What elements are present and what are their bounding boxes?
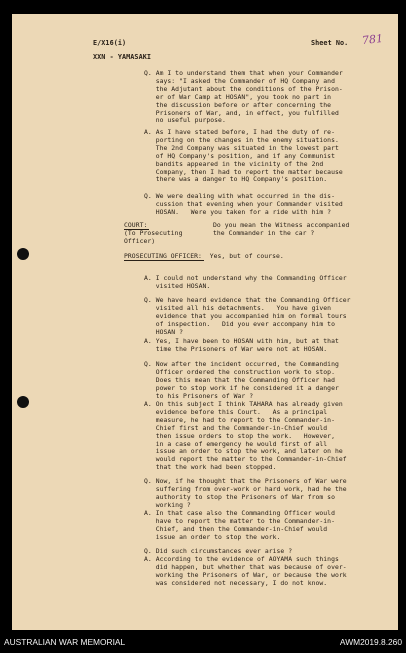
footer-institution: AUSTRALIAN WAR MEMORIAL [4,637,126,647]
question-text: Q. We have heard evidence that the Commanding Officer visited all his detachments. You have given evidence that you accompanied him on formal tours of inspection. Did you ever accompany him to HOSAN ? [144,296,351,336]
answer-text: A. According to the evidence of AOYAMA such things did happen, but whether that was because of over- working the Prisoners of War, or because the work was considered not necessary, I do not know. [144,555,347,587]
answer-text: A. On this subject I think TAHARA has already given evidence before this Court. As a principal measure, he had to report to the Commander-in- Chief first and the Commander-in-Chief would then issue orders to stop the work. However, in a case of emergency he would first of all issue an order to stop the work, and later on he would report the matter to the Commander-in-Chief that the work had been stopped. [144,400,347,472]
question-text: Q. Am I to understand them that when your Commander says: "I asked the Commander of HQ Company and the Adjutant about the conditions of the Prison- er of War Camp at HOSAN", you took no part in the discussion before or after concerning the Prisoners of War, and, in effect, you fulfilled no useful purpose. [144,69,343,125]
question-text: Q. We were dealing with what occurred in the dis- cussion that evening when your Commander visited HOSAN. Were you taken for a ride with him ? [144,192,343,216]
court-question-text: Do you mean the Witness accompanied the Commander in the car ? [213,221,350,237]
question-text: Q. Did such circumstances ever arise ? [144,547,293,555]
question-text: Q. Now after the incident occurred, the Commanding Officer ordered the construction work to stop. Does this mean that the Commanding Officer had power to stop work if he considered it a danger to his Prisoners of War ? [144,360,339,400]
archive-footer [0,632,406,653]
court-speaker-label: COURT: (To Prosecuting Officer) [124,221,183,245]
answer-text: A. Yes, I have been to HOSAN with him, but at that time the Prisoners of War were not at HOSAN. [144,337,339,353]
section-title: XXN - YAMASAKI [93,53,151,61]
punch-hole [17,248,29,260]
prosecutor-underline [124,260,204,261]
footer-accession-number: AWM2019.8.260 [339,637,402,647]
sheet-label: Sheet No. [311,39,349,47]
sheet-number: 781 [361,31,384,48]
answer-text: A. In that case also the Commanding Officer would have to report the matter to the Commander-in- Chief, and then the Commander-in-Chief would issue an order to stop the work. [144,509,335,541]
prosecuting-officer-reply: PROSECUTING OFFICER: Yes, but of course. [124,252,284,260]
court-underline [124,229,149,230]
question-text: Q. Now, if he thought that the Prisoners of War were suffering from over-work or hard work, had he the authority to stop the Prisoners of War from so working ? [144,477,347,509]
answer-text: A. As I have stated before, I had the duty of re- porting on the changes in the enemy situations. The 2nd Company was situated in the lowest part of HQ Company's position, and if any Communist bandits appeared in the vicinity of the 2nd Company, then I had to report the matter because there was a danger to HQ Company's position. [144,128,343,184]
answer-text: A. I could not understand why the Commanding Officer visited HOSAN. [144,274,347,290]
punch-hole [17,396,29,408]
file-reference: E/X16(i) [93,39,127,47]
